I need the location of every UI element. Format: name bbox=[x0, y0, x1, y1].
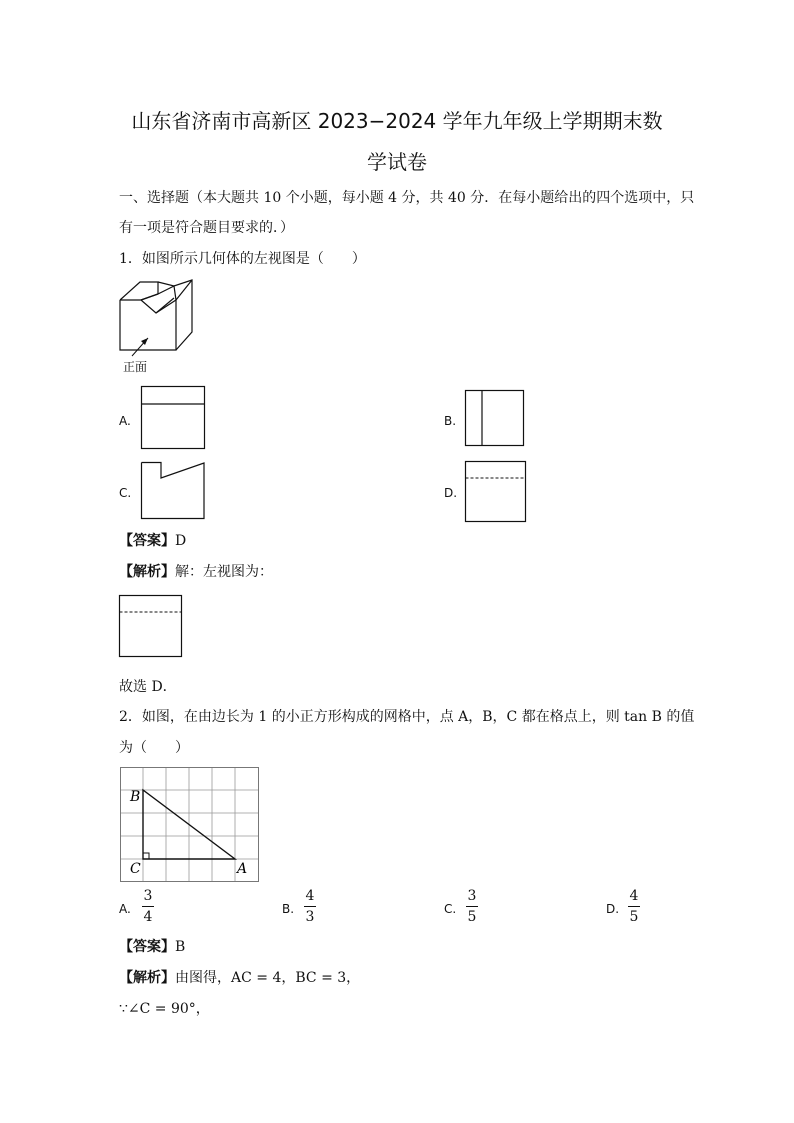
analysis-tag: 【解析】 bbox=[119, 970, 175, 986]
option-b-figure bbox=[465, 390, 525, 447]
option-c-figure bbox=[141, 462, 206, 520]
question-2-stem: 2．如图，在由边长为 1 的小正方形构成的网格中，点 A，B，C 都在格点上，则 tan B 的值 bbox=[119, 709, 695, 725]
question-2-analysis bbox=[119, 967, 360, 987]
denominator: 5 bbox=[467, 909, 477, 925]
front-face-label: 正面 bbox=[123, 360, 148, 374]
q2-option-d-letter: D. bbox=[606, 902, 620, 916]
numerator: 4 bbox=[629, 888, 639, 904]
section-heading-continued: 有一项是符合题目要求的．） bbox=[119, 220, 294, 236]
question-1-answer bbox=[119, 530, 186, 550]
numerator: 4 bbox=[305, 888, 315, 904]
question-2-analysis-continued: ∵∠C = 90°， bbox=[119, 1001, 210, 1017]
page-title: 山东省济南市高新区 2023−2024 学年九年级上学期期末数 bbox=[131, 109, 663, 133]
option-a-letter: A. bbox=[119, 414, 131, 428]
answer-tag: 【答案】 bbox=[119, 939, 175, 955]
section-heading: 一、选择题（本大题共 10 个小题，每小题 4 分，共 40 分．在每小题给出的四个选项中，只 bbox=[119, 190, 695, 206]
answer-value: D bbox=[175, 533, 187, 549]
analysis-left-view-figure bbox=[119, 595, 184, 659]
grid-figure bbox=[120, 767, 260, 882]
question-1-conclusion: 故选 D． bbox=[119, 679, 177, 695]
q2-option-c-letter: C. bbox=[444, 902, 457, 916]
right-angle-mark bbox=[143, 853, 149, 859]
question-2-stem-continued: 为（ ） bbox=[119, 740, 189, 756]
q2-option-a-letter: A. bbox=[119, 902, 131, 916]
option-b-letter: B. bbox=[444, 414, 457, 428]
q2-option-b-letter: B. bbox=[282, 902, 295, 916]
denominator: 3 bbox=[305, 909, 315, 925]
point-b-label: B bbox=[130, 789, 141, 805]
question-2-answer bbox=[119, 936, 185, 956]
option-a-figure bbox=[141, 386, 206, 450]
analysis-tag: 【解析】 bbox=[119, 564, 175, 580]
answer-value: B bbox=[175, 939, 186, 955]
point-c-label: C bbox=[130, 861, 141, 877]
numerator: 3 bbox=[143, 888, 153, 904]
page-title-continued: 学试卷 bbox=[367, 150, 427, 174]
q2-option-d-fraction bbox=[628, 888, 640, 925]
numerator: 3 bbox=[467, 888, 477, 904]
option-c-letter: C. bbox=[119, 486, 132, 500]
denominator: 5 bbox=[629, 909, 639, 925]
option-d-figure bbox=[465, 461, 527, 523]
option-d-letter: D. bbox=[444, 486, 458, 500]
q2-option-b-fraction bbox=[304, 888, 316, 925]
denominator: 4 bbox=[143, 909, 153, 925]
analysis-text: 解：左视图为： bbox=[175, 564, 273, 580]
question-1-analysis bbox=[119, 561, 273, 581]
answer-tag: 【答案】 bbox=[119, 533, 175, 549]
q2-option-c-fraction bbox=[466, 888, 478, 925]
q2-option-a-fraction bbox=[142, 888, 154, 925]
question-1-stem: 1．如图所示几何体的左视图是（ ） bbox=[119, 251, 366, 267]
point-a-label: A bbox=[237, 861, 248, 877]
analysis-line-1: 由图得，AC = 4，BC = 3， bbox=[175, 970, 361, 986]
